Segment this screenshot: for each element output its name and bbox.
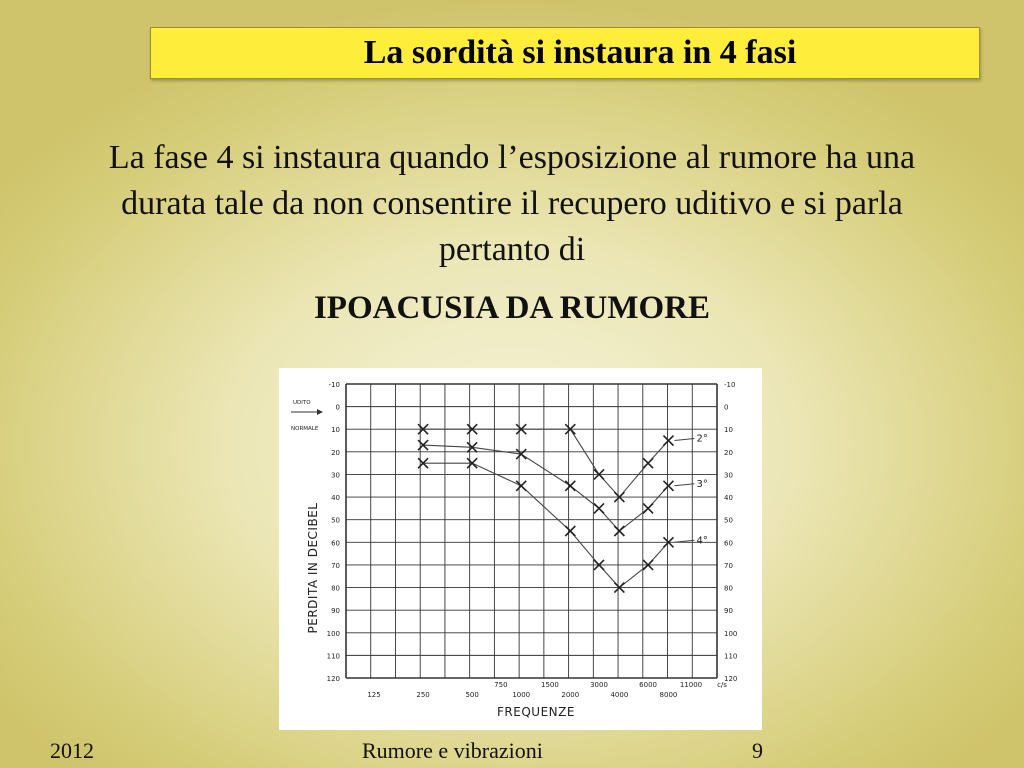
y-tick-right: 30 (724, 471, 733, 480)
y-tick-left: 90 (331, 607, 340, 616)
y-tick-left: 60 (331, 539, 340, 548)
x-tick-lower: 250 (416, 691, 430, 699)
y-tick-right: 90 (724, 607, 733, 616)
y-axis-title: PERDITA IN DECIBEL (306, 502, 320, 634)
x-tick-upper: 750 (494, 681, 508, 689)
normal-label: NORMALE (291, 426, 319, 432)
data-point-marker (565, 526, 575, 536)
data-point-marker (643, 458, 653, 468)
x-tick-lower: 4000 (610, 691, 629, 699)
y-tick-right: 120 (724, 675, 738, 683)
y-tick-left: 80 (331, 584, 340, 593)
series-line-3 (423, 445, 668, 531)
data-point-marker (594, 503, 604, 513)
footer-year: 2012 (50, 738, 94, 763)
x-tick-lower: 2000 (561, 691, 580, 699)
x-tick-upper: 6000 (639, 681, 657, 689)
data-point-marker (516, 481, 526, 491)
series-label: 3° (696, 478, 708, 490)
y-tick-right: 20 (724, 448, 733, 457)
y-tick-left: 0 (335, 403, 340, 412)
y-tick-left: 30 (331, 471, 340, 480)
y-tick-left: 70 (331, 561, 340, 570)
y-tick-left: 40 (331, 494, 340, 503)
data-point-marker (643, 503, 653, 513)
y-tick-left: 120 (326, 675, 340, 683)
y-tick-right: 100 (724, 629, 738, 638)
title-box (150, 27, 980, 79)
x-axis-title: FREQUENZE (497, 705, 575, 719)
x-tick-lower: 8000 (659, 691, 678, 699)
y-tick-left: 50 (331, 516, 340, 525)
series-label: 2° (696, 433, 708, 445)
y-tick-left: -10 (328, 381, 340, 389)
y-tick-left: 100 (326, 629, 340, 638)
data-point-marker (614, 526, 624, 536)
y-tick-right: 70 (724, 561, 733, 570)
normal-arrow-head (317, 409, 323, 415)
slide-title: La sordità si instaura in 4 fasi (363, 34, 797, 71)
y-tick-right: -10 (724, 381, 736, 389)
audiogram-svg (279, 368, 762, 730)
normal-label: UDITO (293, 400, 311, 406)
x-tick-upper: c/s (717, 681, 727, 689)
y-tick-right: 110 (724, 652, 738, 661)
audiogram-chart (279, 368, 762, 730)
footer-center: Rumore e vibrazioni (362, 738, 543, 763)
series-label: 4° (696, 535, 708, 547)
y-tick-left: 20 (331, 448, 340, 457)
y-tick-right: 80 (724, 584, 733, 593)
emphasis-text: IPOACUSIA DA RUMORE (313, 290, 711, 326)
y-tick-right: 10 (724, 426, 733, 435)
x-tick-upper: 3000 (590, 681, 608, 689)
y-tick-right: 0 (724, 403, 729, 412)
x-tick-upper: 11000 (679, 681, 703, 689)
y-tick-left: 110 (326, 652, 340, 661)
x-tick-lower: 1000 (512, 691, 531, 699)
series-label-leader (674, 484, 694, 486)
y-tick-left: 10 (331, 426, 340, 435)
data-point-marker (663, 436, 673, 446)
x-tick-upper: 1500 (541, 681, 559, 689)
data-point-marker (663, 481, 673, 491)
y-tick-right: 40 (724, 494, 733, 503)
body-text: La fase 4 si instaura quando l’esposizione al rumore ha una durata tale da non consentire il recupero uditivo e si parla pertanto di (108, 139, 916, 268)
y-tick-right: 50 (724, 516, 733, 525)
y-tick-right: 60 (724, 539, 733, 548)
x-tick-lower: 500 (465, 691, 479, 699)
data-point-marker (565, 481, 575, 491)
footer-page: 9 (752, 738, 763, 763)
series-label-leader (674, 439, 694, 441)
x-tick-lower: 125 (367, 691, 381, 699)
